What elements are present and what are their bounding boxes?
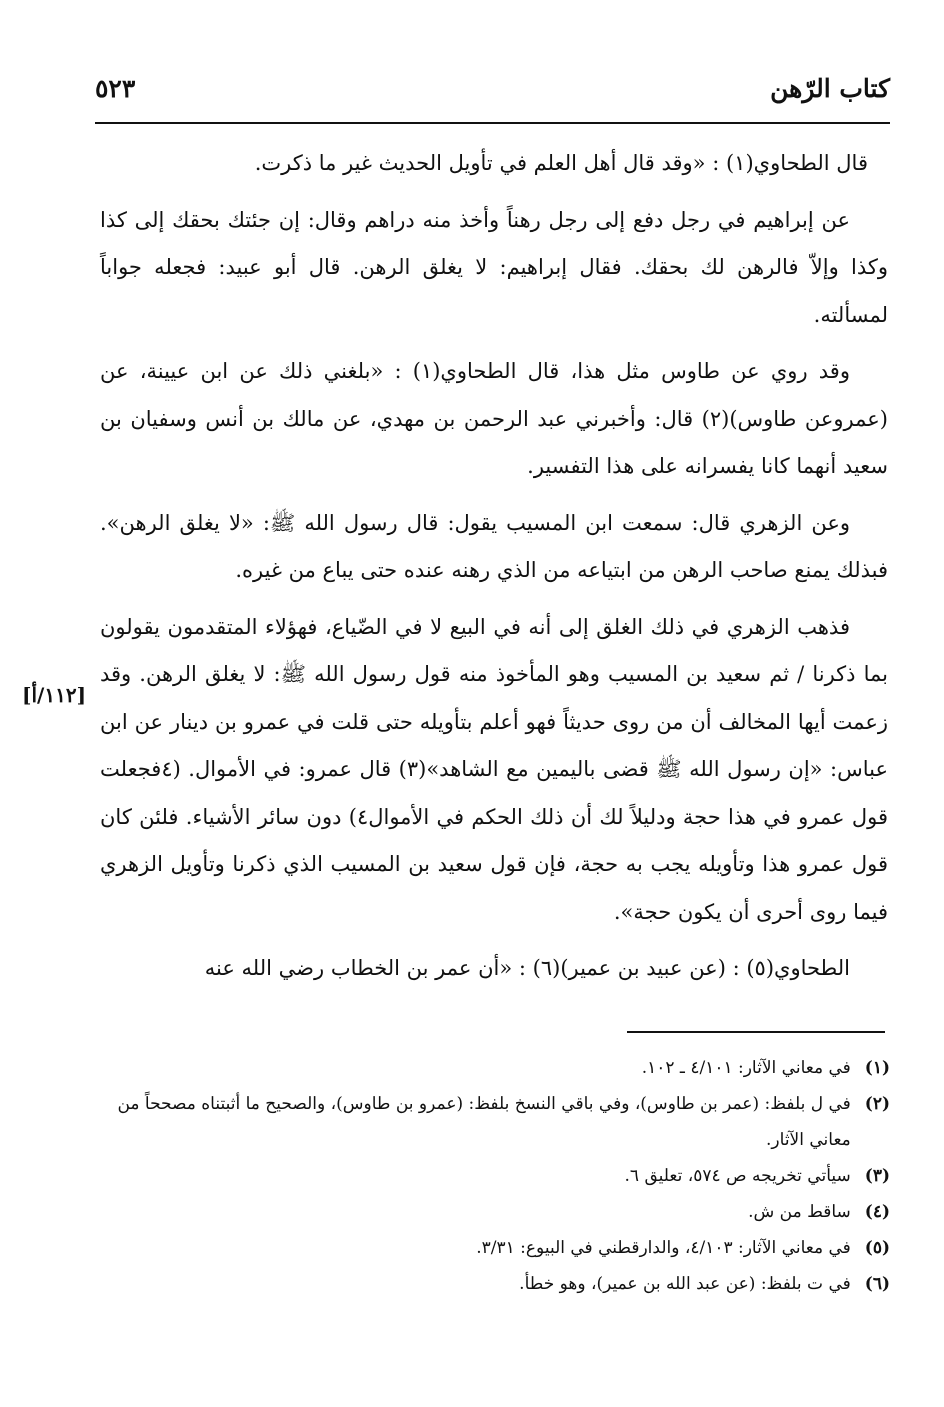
footnote	[110, 1086, 890, 1158]
paragraph: الطحاوي(٥) : (عن عبيد بن عمير)(٦) : «أن عمر بن الخطاب رضي الله عنه	[204, 956, 850, 980]
footnote-text: في ت بلفظ: (عن عبد الله بن عمير)، وهو خطأ.	[519, 1274, 851, 1294]
footnotes	[110, 1050, 890, 1302]
manuscript-folio-note: [١١٢/أ]	[22, 683, 87, 707]
page-number: ٥٢٣	[95, 74, 136, 103]
footnote-text: في ل بلفظ: (عمر بن طاوس)، وفي باقي النسخ بلفظ: (عمرو بن طاوس)، والصحيح ما أثبتناه مصححاً من معاني الآثار.	[117, 1094, 851, 1150]
footnote	[110, 1050, 890, 1086]
page-header	[95, 74, 890, 122]
footnote	[110, 1158, 890, 1194]
footnote	[110, 1230, 890, 1266]
footnote-number: (٤)	[864, 1202, 890, 1222]
footnote-number: (٣)	[864, 1166, 890, 1186]
footnote	[110, 1266, 890, 1302]
footnote-number: (٢)	[864, 1094, 890, 1114]
paragraph: فذهب الزهري في ذلك الغلق إلى أنه في البيع لا في الضّياع، فهؤلاء المتقدمون يقولون بما ذكرنا / ثم سعيد بن المسيب وهو المأخوذ منه قول رسول الله ﷺ: لا يغلق الرهن. وقد زعمت أيها المخالف أن من روى حديثاً فهو أعلم بتأويله حتى قلت في عمرو بن دينار عن ابن عباس: «إن رسول الله ﷺ قضى باليمين مع الشاهد»(٣) قال عمرو: في الأموال. (٤فجعلت قول عمرو في هذا حجة ودليلاً لك أن ذلك الحكم في الأموال٤) دون سائر الأشياء. فلئن كان قول عمرو هذا وتأويله يجب به حجة، فإن قول سعيد بن المسيب الذي ذكرنا وتأويل الزهري فيما روى أحرى أن يكون حجة».	[100, 614, 888, 924]
paragraph: وقد روي عن طاوس مثل هذا، قال الطحاوي(١) : «بلغني ذلك عن ابن عيينة، عن (عمروعن طاوس)(٢) قال: وأخبرني عبد الرحمن بن مهدي، عن مالك بن أنس وسفيان بن سعيد أنهما كانا يفسرانه على هذا التفسير.	[100, 359, 889, 478]
paragraph: وعن الزهري قال: سمعت ابن المسيب يقول: قال رسول الله ﷺ: «لا يغلق الرهن». فبذلك يمنع صاحب الرهن من ابتياعه من الذي رهنه عنده حتى يباع من غيره.	[100, 510, 888, 582]
paragraph: عن إبراهيم في رجل دفع إلى رجل رهناً وأخذ منه دراهم وقال: إن جئتك بحقك إلى كذا وكذا وإلاّ فالرهن لك بحقك. فقال إبراهيم: لا يغلق الرهن. قال أبو عبيد: فجعله جواباً لمسألته.	[100, 207, 888, 327]
footnote-number: (٦)	[864, 1274, 890, 1294]
footnote-text: في معاني الآثار: ٤/١٠١ ـ ١٠٢.	[641, 1058, 851, 1078]
main-text	[100, 140, 888, 1002]
footnote-number: (٥)	[864, 1238, 890, 1258]
footnote-text: سيأتي تخريجه ص ٥٧٤، تعليق ٦.	[624, 1166, 851, 1186]
paragraph: قال الطحاوي(١) : «وقد قال أهل العلم في تأويل الحديث غير ما ذكرت.	[254, 151, 868, 175]
footnote-text: في معاني الآثار: ٤/١٠٣، والدارقطني في البيوع: ٣/٣١.	[476, 1238, 851, 1258]
footnote-text: ساقط من ش.	[748, 1202, 851, 1222]
chapter-title: كتاب الرّهن	[770, 74, 890, 103]
header-rule	[95, 122, 890, 124]
footnote	[110, 1194, 890, 1230]
footnote-rule	[627, 1031, 885, 1033]
footnote-number: (١)	[864, 1058, 890, 1078]
